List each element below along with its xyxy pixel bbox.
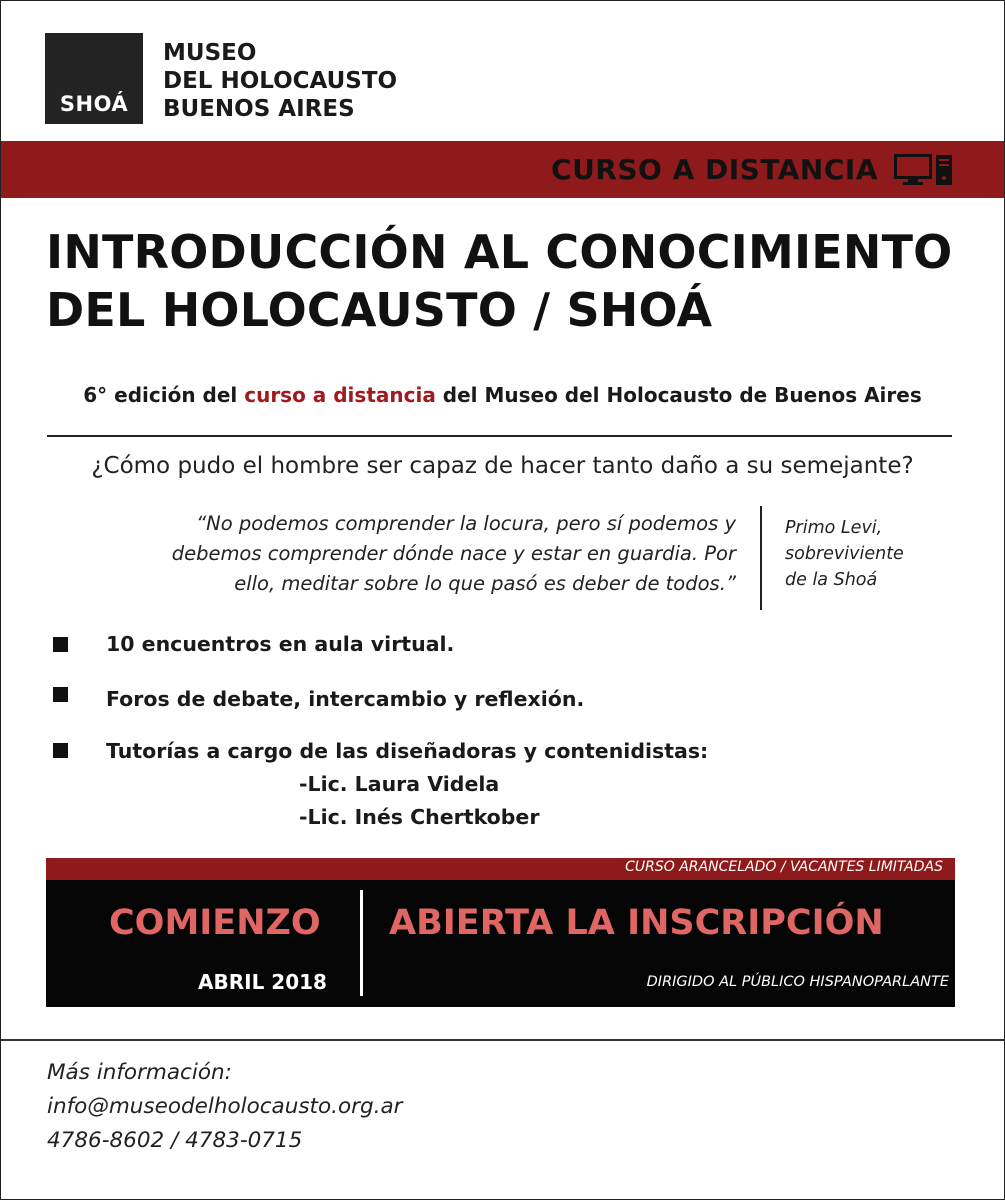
banner-divider	[360, 890, 363, 996]
fee-strip-text: CURSO ARANCELADO / VACANTES LIMITADAS	[625, 859, 943, 875]
contact-email-link[interactable]: info@museodelholocausto.org.ar	[47, 1094, 403, 1119]
quote	[96, 509, 736, 599]
feature-item: 10 encuentros en aula virtual.	[106, 632, 455, 656]
quote-line: debemos comprender dónde nace y estar en guardia. Por	[171, 542, 736, 565]
quote-author-line: Primo Levi,	[785, 518, 883, 538]
computer-icon	[894, 154, 956, 186]
quote-line: “No podemos comprender la locura, pero sí podemos y	[196, 512, 736, 535]
course-title	[46, 223, 952, 339]
bullet-square-icon	[53, 743, 68, 758]
quote-line: ello, meditar sobre lo que pasó es deber de todos.”	[234, 572, 736, 595]
tutor-name: -Lic. Inés Chertkober	[299, 805, 540, 829]
enrollment-open-label: ABIERTA LA INSCRIPCIÓN	[389, 903, 884, 943]
museum-name-line: BUENOS AIRES	[163, 96, 355, 122]
bullet-square-icon	[53, 687, 68, 702]
edition-text: del Museo del Holocausto de Buenos Aires	[435, 383, 922, 407]
divider	[47, 435, 952, 437]
contact-label: Más información:	[47, 1060, 232, 1085]
tutor-name: -Lic. Laura Videla	[299, 772, 500, 796]
bullet-square-icon	[53, 637, 68, 652]
quote-author-line: sobreviviente	[785, 544, 904, 564]
edition-text: 6° edición del	[83, 383, 245, 407]
course-type-label: CURSO A DISTANCIA	[551, 153, 878, 186]
contact-phones: 4786-8602 / 4783-0715	[47, 1128, 303, 1153]
lead-question: ¿Cómo pudo el hombre ser capaz de hacer tanto daño a su semejante?	[91, 453, 914, 479]
quote-divider	[760, 506, 762, 610]
enrollment-banner	[46, 880, 955, 1007]
fee-strip	[46, 858, 955, 880]
quote-author-line: de la Shoá	[785, 570, 878, 590]
museum-name-line: DEL HOLOCAUSTO	[163, 68, 398, 94]
course-type-band	[1, 141, 1004, 198]
edition-highlight: curso a distancia	[244, 383, 436, 407]
logo-badge-text: SHOÁ	[59, 92, 129, 116]
start-date: ABRIL 2018	[198, 970, 327, 994]
museum-logo	[45, 33, 143, 124]
course-title-line: INTRODUCCIÓN AL CONOCIMIENTO	[46, 225, 953, 279]
museum-name	[163, 39, 397, 123]
feature-item: Tutorías a cargo de las diseñadoras y contenidistas:	[106, 739, 709, 763]
course-title-line: DEL HOLOCAUSTO / SHOÁ	[46, 283, 713, 337]
footer-divider	[1, 1039, 1004, 1041]
audience-note: DIRIGIDO AL PÚBLICO HISPANOPARLANTE	[646, 974, 949, 990]
quote-author	[785, 515, 904, 593]
edition-line	[1, 383, 1004, 407]
feature-item: Foros de debate, intercambio y reflexión.	[106, 687, 585, 711]
contact-info	[47, 1056, 402, 1158]
museum-name-line: MUSEO	[163, 40, 257, 66]
start-label: COMIENZO	[109, 903, 321, 943]
